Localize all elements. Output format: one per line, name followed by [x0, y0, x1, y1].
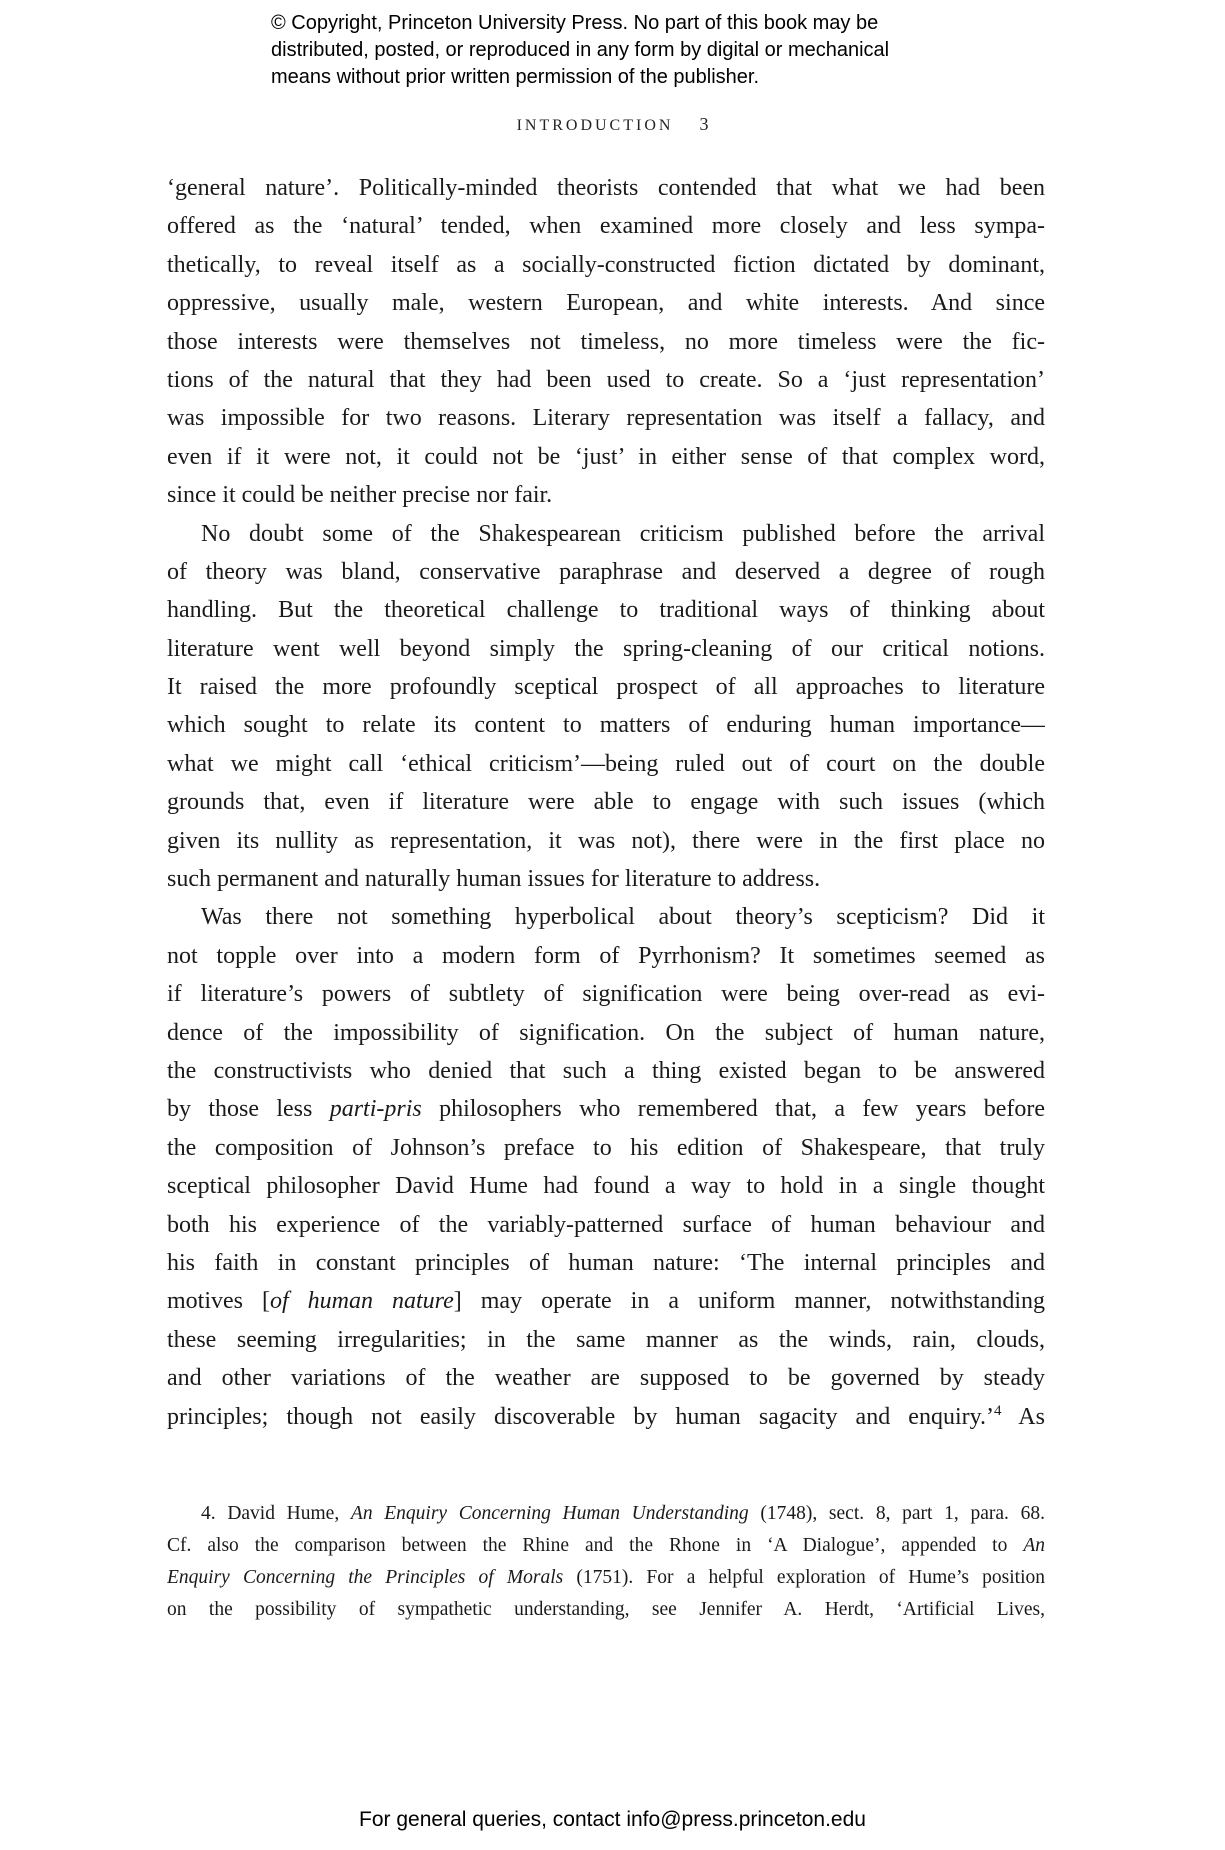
running-head	[0, 114, 1225, 135]
body-line	[167, 284, 1045, 322]
body-line	[167, 399, 1045, 437]
text-segment: dence of the impossibility of signification. On the subject of human nature,	[167, 1019, 1045, 1046]
body-line	[167, 822, 1045, 860]
text-segment: Cf. also the comparison between the Rhine and the Rhone in ‘A Dialogue’, appended to	[167, 1535, 1024, 1556]
text-segment: tions of the natural that they had been used to create. So a ‘just representation’	[167, 366, 1045, 393]
italic-text: An Enquiry Concerning Human Understanding	[350, 1503, 749, 1524]
body-line	[167, 706, 1045, 744]
footer-contact: For general queries, contact info@press.princeton.edu	[359, 1808, 866, 1831]
body-line	[167, 1014, 1045, 1052]
body-line	[167, 1167, 1045, 1205]
body-line	[167, 1244, 1045, 1282]
text-segment: was impossible for two reasons. Literary representation was itself a fallacy, and	[167, 405, 1045, 432]
body-line	[167, 937, 1045, 975]
copyright-line: means without prior written permission of the publisher.	[271, 66, 760, 88]
italic-text: Enquiry Concerning the Principles of Morals	[167, 1567, 564, 1588]
copyright-notice	[271, 10, 889, 91]
text-segment: by those less	[167, 1096, 330, 1123]
running-head-title: INTRODUCTION	[516, 117, 674, 134]
text-segment: the composition of Johnson’s preface to his edition of Shakespeare, that truly	[167, 1134, 1045, 1161]
text-segment: such permanent and naturally human issues for literature to address.	[167, 866, 821, 893]
body-line	[167, 323, 1045, 361]
text-segment: ] may operate in a uniform manner, notwithstanding	[453, 1288, 1045, 1315]
footnote-line	[167, 1498, 1045, 1530]
text-segment: of theory was bland, conservative paraphrase and deserved a degree of rough	[167, 558, 1045, 585]
body-text	[167, 169, 1045, 1436]
copyright-line: distributed, posted, or reproduced in any form by digital or mechanical	[271, 39, 890, 61]
body-line	[167, 1052, 1045, 1090]
footnote-line	[167, 1594, 1045, 1626]
text-segment: handling. But the theoretical challenge to traditional ways of thinking about	[167, 597, 1045, 624]
text-segment: the constructivists who denied that such a thing existed began to be answered	[167, 1057, 1045, 1084]
text-segment: principles; though not easily discoverable by human sagacity and enquiry.’	[167, 1403, 995, 1430]
copyright-line: © Copyright, Princeton University Press. No part of this book may be	[271, 12, 879, 34]
italic-text: of human nature	[270, 1288, 454, 1315]
footnote-marker: 4	[994, 1402, 1002, 1419]
text-segment: (1748), sect. 8, part 1, para. 68.	[748, 1503, 1045, 1524]
text-segment: those interests were themselves not timeless, no more timeless were the fic-	[167, 328, 1045, 355]
text-segment: which sought to relate its content to matters of enduring human importance—	[167, 712, 1045, 739]
page-number: 3	[699, 114, 709, 134]
text-segment: grounds that, even if literature were able to engage with such issues (which	[167, 789, 1045, 816]
body-line	[167, 1321, 1045, 1359]
text-segment: oppressive, usually male, western European, and white interests. And since	[167, 290, 1045, 317]
text-segment: As	[1001, 1403, 1045, 1430]
body-line	[167, 1398, 1045, 1436]
text-segment: literature went well beyond simply the spring-cleaning of our critical notions.	[167, 635, 1045, 662]
body-line	[167, 553, 1045, 591]
text-segment: It raised the more profoundly sceptical prospect of all approaches to literature	[167, 674, 1045, 701]
body-line	[167, 1282, 1045, 1320]
text-segment: given its nullity as representation, it was not), there were in the first place no	[167, 827, 1045, 854]
body-line	[167, 169, 1045, 207]
body-line	[167, 745, 1045, 783]
text-segment: and other variations of the weather are supposed to be governed by steady	[167, 1365, 1045, 1392]
text-segment: if literature’s powers of subtlety of signification were being over-read as evi-	[167, 981, 1045, 1008]
text-segment: offered as the ‘natural’ tended, when examined more closely and less sympa-	[167, 213, 1045, 240]
text-segment: 4. David Hume,	[201, 1503, 351, 1524]
body-line	[167, 860, 1045, 898]
text-segment: philosophers who remembered that, a few years before	[421, 1096, 1045, 1123]
footnote-line	[167, 1562, 1045, 1594]
text-segment: thetically, to reveal itself as a socially-constructed fiction dictated by dominant,	[167, 251, 1045, 278]
body-line	[167, 361, 1045, 399]
body-line	[167, 246, 1045, 284]
text-segment: on the possibility of sympathetic understanding, see Jennifer A. Herdt, ‘Artificial Lives,	[167, 1599, 1045, 1620]
body-line	[167, 438, 1045, 476]
body-line	[167, 975, 1045, 1013]
text-segment: motives [	[167, 1288, 270, 1315]
body-line	[167, 1129, 1045, 1167]
text-segment: not topple over into a modern form of Pyrrhonism? It sometimes seemed as	[167, 942, 1045, 969]
footnotes	[167, 1498, 1045, 1626]
body-line	[167, 630, 1045, 668]
body-line	[167, 1090, 1045, 1128]
text-segment: No doubt some of the Shakespearean criticism published before the arrival	[201, 520, 1045, 547]
text-segment: since it could be neither precise nor fair.	[167, 482, 553, 509]
body-line	[167, 591, 1045, 629]
italic-text: parti-pris	[329, 1096, 422, 1123]
text-segment: even if it were not, it could not be ‘just’ in either sense of that complex word,	[167, 443, 1045, 470]
text-segment: both his experience of the variably-patterned surface of human behaviour and	[167, 1211, 1045, 1238]
text-segment: Was there not something hyperbolical about theory’s scepticism? Did it	[201, 904, 1045, 931]
text-segment: sceptical philosopher David Hume had found a way to hold in a single thought	[167, 1173, 1045, 1200]
body-line	[167, 668, 1045, 706]
body-line	[167, 476, 1045, 514]
body-line	[167, 515, 1045, 553]
text-segment: (1751). For a helpful exploration of Hume’s position	[563, 1567, 1045, 1588]
body-line	[167, 1206, 1045, 1244]
body-line	[167, 898, 1045, 936]
text-segment: these seeming irregularities; in the same manner as the winds, rain, clouds,	[167, 1326, 1045, 1353]
text-segment: what we might call ‘ethical criticism’—being ruled out of court on the double	[167, 750, 1045, 777]
italic-text: An	[1023, 1535, 1045, 1556]
footnote-line	[167, 1530, 1045, 1562]
body-line	[167, 207, 1045, 245]
body-line	[167, 1359, 1045, 1397]
body-line	[167, 783, 1045, 821]
text-segment: his faith in constant principles of human nature: ‘The internal principles and	[167, 1249, 1045, 1276]
text-segment: ‘general nature’. Politically-minded theorists contended that what we had been	[167, 175, 1045, 201]
